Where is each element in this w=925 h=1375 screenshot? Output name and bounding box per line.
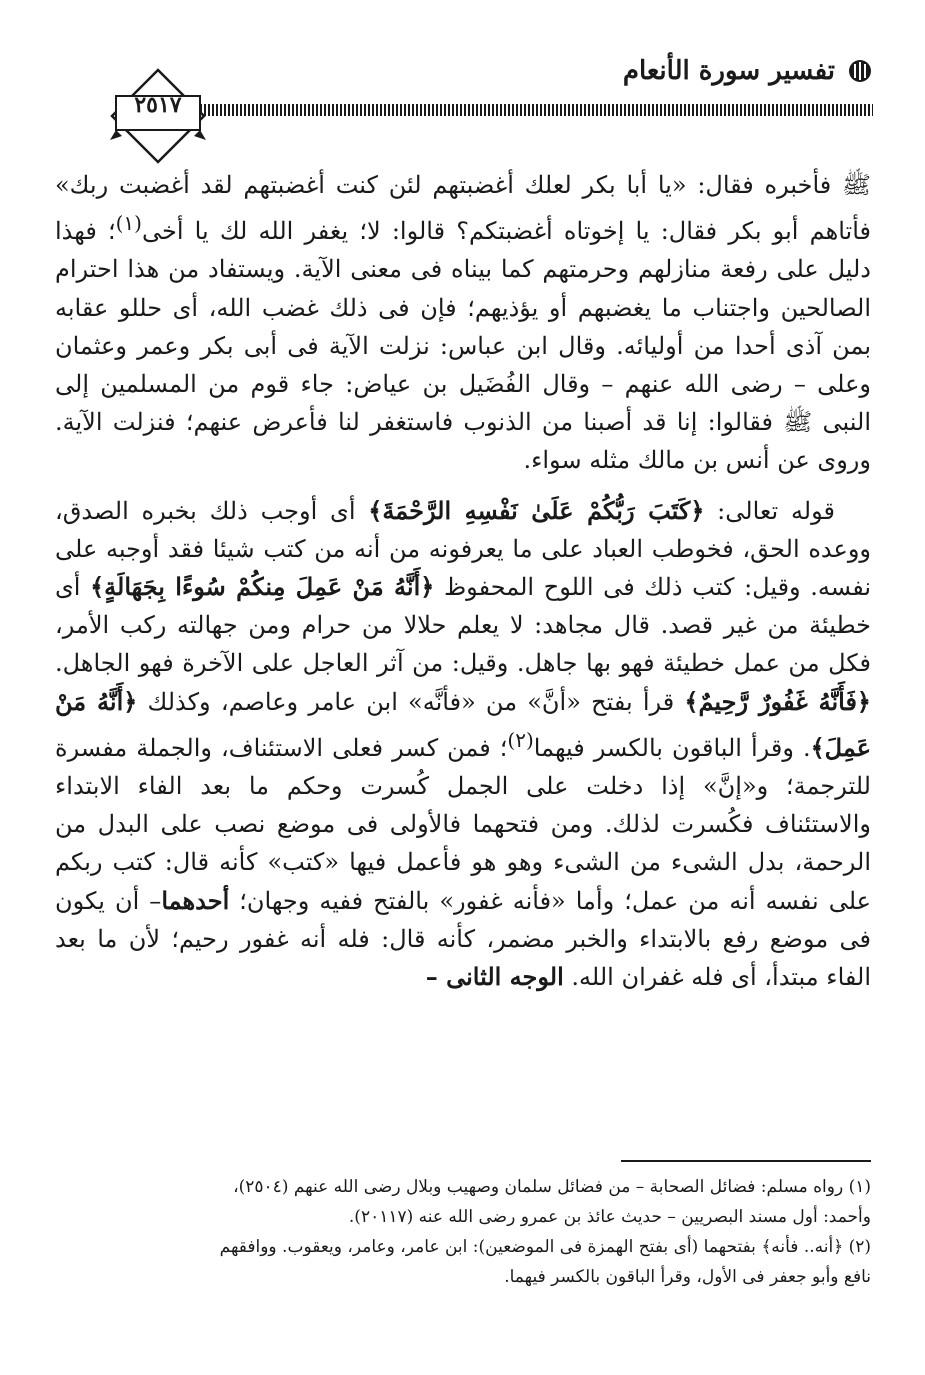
main-text [55, 166, 871, 996]
text-run: ﷺ فأخبره فقال: «يا أبا بكر لعلك أغضبتهم لئن كنت أغضبتهم لقد أغضبت ربك» فأتاهم أبو بكر فقال: يا إخوتاه أغضبتكم؟ قالوا: لا؛ يغفر الله لك يا أخى [55, 171, 871, 246]
footnote-divider [621, 1160, 871, 1162]
text-run: قوله تعالى: [704, 496, 835, 525]
text-run: . وقرأ الباقون بالكسر فيهما [533, 733, 811, 762]
bold-term: أحدهما [161, 885, 230, 915]
text-run: قرأ بفتح «أنَّ» من «فأنَّه» ابن عامر وعاصم، وكذلك [137, 687, 685, 716]
text-run: ؛ فهذا دليل على رفعة منازلهم وحرمتهم كما بيناه فى معنى الآية. ويستفاد من هذا احترام الصالحين واجتناب ما يغضبهم أو يؤذيهم؛ فإن فى ذلك غضب الله، أى حللو عقابه بمن آذى أحدا من أوليائه. وقال ابن عباس: نزلت الآية فى أبى بكر وعمر وعثمان وعلى – رضى الله عنهم – وقال الفُضَيل بن عياض: جاء قوم من المسلمين إلى النبى ﷺ فقالوا: إنا قد أصبنا من الذنوب فاستغفر لنا فأعرض عنهم؛ فنزلت الآية. وروى عن أنس بن مالك مثله سواء. [55, 217, 871, 475]
footnote-line: (٢) ﴿أنه.. فأنه﴾ بفتحهما (أى بفتح الهمزة فى الموضعين): ابن عامر، وعامر، ويعقوب. ووافقهم [219, 1237, 871, 1257]
bold-term: الوجه الثانى – [425, 962, 564, 992]
quran-verse: ﴿أَنَّهُ مَنْ عَمِلَ﴾ [55, 686, 872, 762]
text-run: أى خطيئة من غير قصد. قال مجاهد: لا يعلم حلالا من حرام ومن جهالته ركب الأمر، فكل من عمل خطيئة فهو بها جاهل. وقيل: من آثر العاجل على الآخرة فهو الجاهل. [55, 573, 871, 678]
footnote-marker: (٢) [507, 727, 534, 752]
surah-title: تفسير سورة الأنعام [622, 56, 835, 86]
ornament-icon [847, 58, 873, 84]
footnote-marker: (١) [115, 211, 142, 236]
page-number: ٢٥١٧ [134, 92, 182, 118]
text-run: أى أوجب ذلك بخبره الصدق، ووعده الحق، فخوطب العباد على ما يعرفونه من أنه من كتب شيئا فقد أوجبه على نفسه. وقيل: كتب ذلك فى اللوح المحفوظ [55, 496, 872, 602]
footnote-line: نافع وأبو جعفر فى الأول، وقرأ الباقون بالكسر فيهما. [504, 1267, 871, 1287]
footnotes [55, 1172, 871, 1292]
header-rule [196, 104, 873, 116]
quran-verse: ﴿فَأَنَّهُ غَفُورٌ رَّحِيمٌ﴾ [684, 686, 871, 716]
quran-verse: ﴿كَتَبَ رَبُّكُمْ عَلَىٰ نَفْسِهِ الرَّحْمَةَ﴾ [368, 495, 705, 525]
paragraph [55, 492, 871, 997]
quran-verse: ﴿أَنَّهُ مَنْ عَمِلَ مِنكُمْ سُوءًا بِجَهَالَةٍ﴾ [90, 572, 435, 602]
paragraph [55, 166, 871, 480]
text-run: – أن يكون فى موضع رفع بالابتداء والخبر مضمر، كأنه قال: فله أنه غفور رحيم؛ لأن ما بعد الفاء مبتدأ، أى فله غفران الله. [55, 886, 871, 992]
footnote-line: وأحمد: أول مسند البصريين – حديث عائذ بن عمرو رضى الله عنه (٢٠١١٧). [348, 1207, 871, 1227]
footnote-line: (١) رواه مسلم: فضائل الصحابة – من فضائل سلمان وصهيب وبلال رضى الله عنهم (٢٥٠٤)، [233, 1177, 871, 1197]
text-run: ؛ فمن كسر فعلى الاستئناف، والجملة مفسرة للترجمة؛ و«إنَّ» إذا دخلت على الجمل كُسرت وحكم ما بعد الفاء الابتداء والاستئناف فكُسرت لذلك. ومن فتحهما فالأولى فى موضع نصب على البدل من الرحمة، بدل الشىء من الشىء وهو هو فأعمل فيها «كتب» كأنه قال: كتب ربكم على نفسه أنه من عمل؛ وأما «فأنه غفور» بالفتح ففيه وجهان؛ [55, 733, 872, 915]
running-head [623, 56, 873, 86]
page-header [0, 40, 925, 160]
